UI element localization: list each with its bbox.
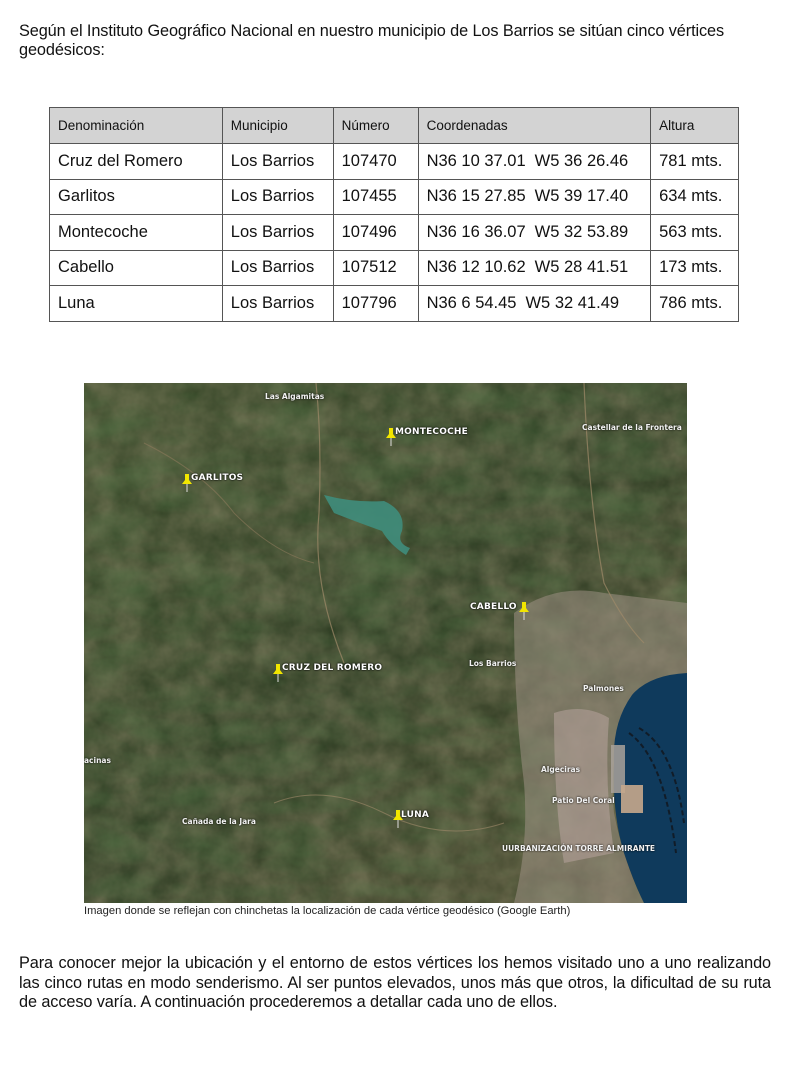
table-header-row bbox=[50, 108, 739, 144]
cell-altura: 173 mts. bbox=[651, 250, 739, 286]
coord-lon: W5 28 41.51 bbox=[534, 258, 629, 277]
satellite-terrain bbox=[84, 383, 687, 903]
place-label: Cañada de la Jara bbox=[182, 817, 256, 826]
header-coordenadas: Coordenadas bbox=[418, 108, 651, 144]
image-caption: Imagen donde se reflejan con chinchetas la localización de cada vértice geodésico (Google Earth) bbox=[84, 905, 571, 917]
place-label: Las Algamitas bbox=[265, 392, 325, 401]
cell-coordenadas bbox=[418, 144, 651, 180]
cell-municipio: Los Barrios bbox=[222, 179, 333, 215]
cell-municipio: Los Barrios bbox=[222, 250, 333, 286]
table-row bbox=[50, 144, 739, 180]
cell-numero: 107796 bbox=[333, 286, 418, 322]
pin-label-cabello: CABELLO bbox=[470, 602, 517, 612]
intro-paragraph: Según el Instituto Geográfico Nacional en nuestro municipio de Los Barrios se sitúan cinco vértices geodésicos: bbox=[19, 22, 725, 60]
place-label: acinas bbox=[84, 756, 111, 765]
table-row bbox=[50, 215, 739, 251]
cell-coordenadas bbox=[418, 179, 651, 215]
cell-coordenadas bbox=[418, 215, 651, 251]
header-altura: Altura bbox=[651, 108, 739, 144]
header-numero: Número bbox=[333, 108, 418, 144]
place-label: Algeciras bbox=[541, 765, 581, 774]
cell-coordenadas bbox=[418, 250, 651, 286]
outro-paragraph: Para conocer mejor la ubicación y el entorno de estos vértices los hemos visitado uno a uno realizando las cinco rutas en modo senderismo. Al ser puntos elevados, unos más que otros, la dificultad de su ruta de acceso varía. A continuación procederemos a detallar cada uno de ellos. bbox=[19, 954, 771, 1012]
place-label: Patio Del Coral bbox=[552, 796, 615, 805]
cell-numero: 107455 bbox=[333, 179, 418, 215]
satellite-map-image bbox=[84, 383, 687, 903]
pin-label-cruz-del-romero: CRUZ DEL ROMERO bbox=[282, 663, 383, 673]
coord-lat: N36 16 36.07 bbox=[426, 222, 526, 241]
cell-municipio: Los Barrios bbox=[222, 144, 333, 180]
cell-altura: 786 mts. bbox=[651, 286, 739, 322]
cell-name: Cruz del Romero bbox=[50, 144, 223, 180]
place-label: UURBANIZACIÓN TORRE ALMIRANTE bbox=[502, 844, 656, 853]
table-row bbox=[50, 286, 739, 322]
coord-lat: N36 12 10.62 bbox=[426, 258, 526, 277]
coord-lat: N36 15 27.85 bbox=[426, 187, 526, 206]
cell-name: Garlitos bbox=[50, 179, 223, 215]
header-municipio: Municipio bbox=[222, 108, 333, 144]
cell-numero: 107496 bbox=[333, 215, 418, 251]
cell-municipio: Los Barrios bbox=[222, 215, 333, 251]
coord-lat: N36 10 37.01 bbox=[426, 151, 526, 170]
coord-lon: W5 32 53.89 bbox=[534, 222, 629, 241]
place-label: Los Barrios bbox=[469, 659, 517, 668]
place-label: Castellar de la Frontera bbox=[582, 423, 682, 432]
header-denominacion: Denominación bbox=[50, 108, 223, 144]
cell-numero: 107470 bbox=[333, 144, 418, 180]
coord-lon: W5 36 26.46 bbox=[534, 151, 629, 170]
cell-numero: 107512 bbox=[333, 250, 418, 286]
pushpin-icon bbox=[518, 602, 530, 620]
cell-altura: 634 mts. bbox=[651, 179, 739, 215]
coord-lat: N36 6 54.45 bbox=[426, 293, 517, 312]
coord-lon: W5 32 41.49 bbox=[525, 293, 620, 312]
pin-label-montecoche: MONTECOCHE bbox=[395, 427, 468, 437]
pin-label-garlitos: GARLITOS bbox=[191, 473, 244, 483]
cell-altura: 563 mts. bbox=[651, 215, 739, 251]
coord-lon: W5 39 17.40 bbox=[534, 187, 629, 206]
cell-coordenadas bbox=[418, 286, 651, 322]
place-label: Palmones bbox=[583, 684, 624, 693]
cell-name: Luna bbox=[50, 286, 223, 322]
cell-municipio: Los Barrios bbox=[222, 286, 333, 322]
geodesic-vertices-table bbox=[49, 107, 739, 322]
pin-label-luna: LUNA bbox=[401, 810, 430, 820]
cell-name: Montecoche bbox=[50, 215, 223, 251]
cell-name: Cabello bbox=[50, 250, 223, 286]
cell-altura: 781 mts. bbox=[651, 144, 739, 180]
table-row bbox=[50, 179, 739, 215]
table-row bbox=[50, 250, 739, 286]
